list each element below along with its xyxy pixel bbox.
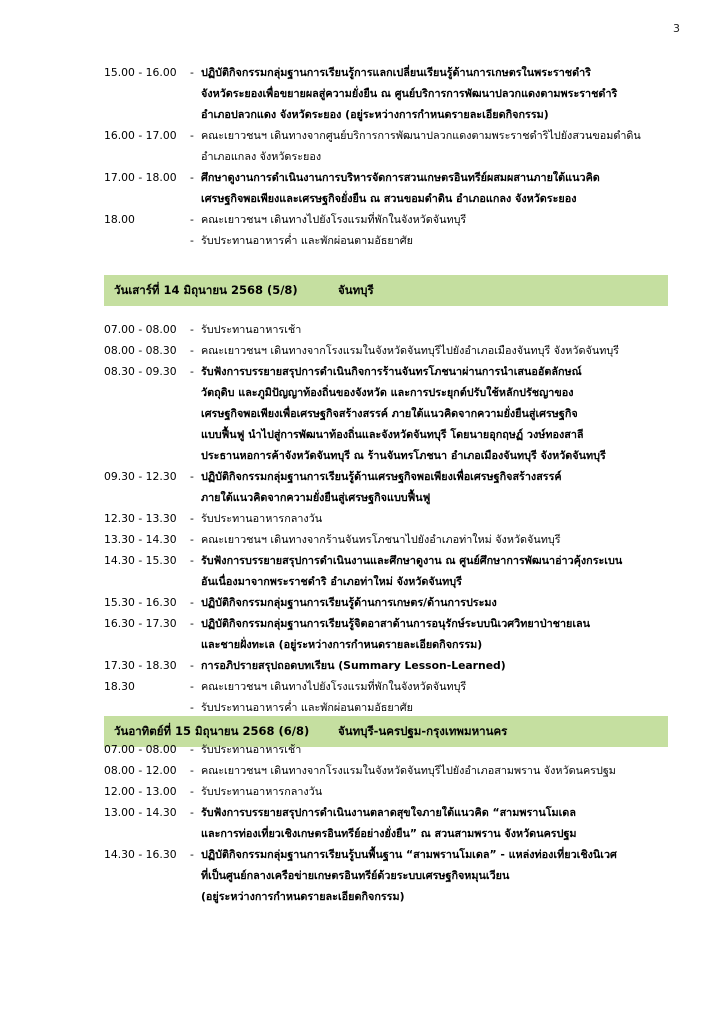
schedule-activity-line: รับฟังการบรรยายสรุปการดำเนินกิจการร้านจันทรโภชนาผ่านการนำเสนออัตลักษณ์ (201, 365, 582, 378)
schedule-activity (201, 760, 676, 781)
schedule-time: 16.00 - 17.00 (104, 129, 177, 142)
schedule-dash: - (190, 470, 194, 483)
schedule-activity (201, 802, 676, 844)
schedule-activity-line: ปฏิบัติกิจกรรมกลุ่มฐานการเรียนรู้บนพื้นฐาน “สามพรานโมเดล” - แหล่งท่องเที่ยวเชิงนิเวศ (201, 848, 617, 861)
schedule-dash: - (190, 743, 194, 756)
schedule-time: 15.30 - 16.30 (104, 596, 177, 609)
schedule-row (104, 319, 676, 340)
schedule-time: 15.00 - 16.00 (104, 66, 177, 79)
schedule-activity-line: รับประทานอาหารกลางวัน (201, 785, 323, 798)
schedule-activity (201, 125, 676, 167)
schedule-activity-line: ปฏิบัติกิจกรรมกลุ่มฐานการเรียนรู้จิตอาสาด้านการอนุรักษ์ระบบนิเวศวิทยาป่าชายเลน (201, 617, 591, 630)
schedule-section (104, 62, 676, 251)
day-header-place: จันทบุรี-นครปฐม-กรุงเทพมหานคร (338, 723, 508, 738)
schedule-activity (201, 655, 676, 676)
schedule-dash: - (190, 213, 194, 226)
schedule-activity-line: ปฏิบัติกิจกรรมกลุ่มฐานการเรียนรู้ด้านการเกษตร/ด้านการประมง (201, 596, 497, 609)
schedule-dash: - (190, 533, 194, 546)
schedule-time: 08.00 - 08.30 (104, 344, 177, 357)
schedule-activity (201, 697, 676, 718)
page-number: 3 (673, 22, 680, 35)
schedule-time: 12.30 - 13.30 (104, 512, 177, 525)
schedule-time: 14.30 - 16.30 (104, 848, 177, 861)
schedule-activity-line: รับประทานอาหารเช้า (201, 743, 302, 756)
schedule-activity-line: และชายฝั่งทะเล (อยู่ระหว่างการกำหนดรายละเอียดกิจกรรม) (201, 638, 483, 651)
schedule-activity-line: (อยู่ระหว่างการกำหนดรายละเอียดกิจกรรม) (201, 890, 405, 903)
schedule-activity-line: การอภิปรายสรุปถอดบทเรียน (Summary Lesson-Learned) (201, 659, 506, 672)
schedule-row (104, 361, 676, 466)
schedule-row (104, 760, 676, 781)
schedule-activity-line: ปฏิบัติกิจกรรมกลุ่มฐานการเรียนรู้ด้านเศรษฐกิจพอเพียงเพื่อเศรษฐกิจสร้างสรรค์ (201, 470, 562, 483)
schedule-time: 18.00 (104, 213, 135, 226)
schedule-activity-line: เศรษฐกิจพอเพียงและเศรษฐกิจยั่งยืน ณ สวนขอมดำดิน อำเภอแกลง จังหวัดระยอง (201, 192, 577, 205)
schedule-activity (201, 676, 676, 697)
schedule-row (104, 655, 676, 676)
schedule-activity (201, 844, 676, 907)
schedule-row (104, 697, 676, 718)
schedule-activity-line: อำเภอปลวกแดง จังหวัดระยอง (อยู่ระหว่างการกำหนดรายละเอียดกิจกรรม) (201, 108, 549, 121)
schedule-activity (201, 613, 676, 655)
schedule-dash: - (190, 66, 194, 79)
schedule-time: 14.30 - 15.30 (104, 554, 177, 567)
schedule-time: 13.00 - 14.30 (104, 806, 177, 819)
schedule-activity-line: อันเนื่องมาจากพระราชดำริ อำเภอท่าใหม่ จังหวัดจันทบุรี (201, 575, 462, 588)
schedule-time: 08.00 - 12.00 (104, 764, 177, 777)
schedule-dash: - (190, 659, 194, 672)
schedule-dash: - (190, 680, 194, 693)
schedule-time: 07.00 - 08.00 (104, 743, 177, 756)
schedule-time: 13.30 - 14.30 (104, 533, 177, 546)
schedule-activity-line: รับฟังการบรรยายสรุปการดำเนินงานและศึกษาดูงาน ณ ศูนย์ศึกษาการพัฒนาอ่าวคุ้งกระเบน (201, 554, 623, 567)
day-header-date: วันอาทิตย์ที่ 15 มิถุนายน 2568 (6/8) (114, 723, 310, 738)
schedule-dash: - (190, 323, 194, 336)
schedule-activity (201, 508, 676, 529)
schedule-activity-line: ที่เป็นศูนย์กลางเครือข่ายเกษตรอินทรีย์ด้วยระบบเศรษฐกิจหมุนเวียน (201, 869, 510, 882)
schedule-activity (201, 209, 676, 230)
schedule-activity-line: คณะเยาวชนฯ เดินทางจากร้านจันทรโภชนาไปยังอำเภอท่าใหม่ จังหวัดจันทบุรี (201, 533, 561, 546)
schedule-dash: - (190, 344, 194, 357)
schedule-dash: - (190, 171, 194, 184)
schedule-activity-line: คณะเยาวชนฯ เดินทางไปยังโรงแรมที่พักในจังหวัดจันทบุรี (201, 680, 467, 693)
schedule-dash: - (190, 554, 194, 567)
schedule-activity-line: รับประทานอาหารกลางวัน (201, 512, 323, 525)
schedule-dash: - (190, 806, 194, 819)
schedule-row (104, 466, 676, 508)
schedule-activity-line: คณะเยาวชนฯ เดินทางไปยังโรงแรมที่พักในจังหวัดจันทบุรี (201, 213, 467, 226)
schedule-activity-line: จังหวัดระยองเพื่อขยายผลสู่ความยั่งยืน ณ ศูนย์บริการการพัฒนาปลวกแดงตามพระราชดำริ (201, 87, 618, 100)
schedule-section (104, 739, 676, 907)
schedule-activity-line: วัตถุดิบ และภูมิปัญญาท้องถิ่นของจังหวัด และการประยุกต์ปรับใช้หลักปรัชญาของ (201, 386, 574, 399)
schedule-time: 12.00 - 13.00 (104, 785, 177, 798)
schedule-row (104, 508, 676, 529)
schedule-activity (201, 319, 676, 340)
schedule-row (104, 844, 676, 907)
schedule-section (104, 319, 676, 718)
schedule-activity (201, 62, 676, 125)
schedule-row (104, 550, 676, 592)
schedule-activity-line: และการท่องเที่ยวเชิงเกษตรอินทรีย์อย่างยั่งยืน” ณ สวนสามพราน จังหวัดนครปฐม (201, 827, 577, 840)
schedule-time: 17.30 - 18.30 (104, 659, 177, 672)
schedule-activity-line: แบบฟื้นฟู นำไปสู่การพัฒนาท้องถิ่นและจังหวัดจันทบุรี โดยนายอุกฤษฏ์ วงษ์ทองสาลี (201, 428, 584, 441)
schedule-activity (201, 167, 676, 209)
schedule-activity (201, 550, 676, 592)
schedule-row (104, 125, 676, 167)
schedule-time: 09.30 - 12.30 (104, 470, 177, 483)
day-header (104, 275, 668, 306)
schedule-activity-line: รับประทานอาหารค่ำ และพักผ่อนตามอัธยาศัย (201, 234, 413, 247)
schedule-activity (201, 361, 676, 466)
schedule-activity-line: คณะเยาวชนฯ เดินทางจากโรงแรมในจังหวัดจันทบุรีไปยังอำเภอสามพราน จังหวัดนครปฐม (201, 764, 616, 777)
schedule-activity-line: ประธานหอการค้าจังหวัดจันทบุรี ณ ร้านจันทรโภชนา อำเภอเมืองจันทบุรี จังหวัดจันทบุรี (201, 449, 606, 462)
schedule-row (104, 62, 676, 125)
schedule-dash: - (190, 512, 194, 525)
schedule-time: 17.00 - 18.00 (104, 171, 177, 184)
schedule-dash: - (190, 365, 194, 378)
day-header-date: วันเสาร์ที่ 14 มิถุนายน 2568 (5/8) (114, 282, 298, 297)
schedule-activity-line: รับประทานอาหารค่ำ และพักผ่อนตามอัธยาศัย (201, 701, 413, 714)
schedule-activity-line: อำเภอแกลง จังหวัดระยอง (201, 150, 322, 163)
schedule-activity (201, 230, 676, 251)
schedule-row (104, 802, 676, 844)
schedule-row (104, 209, 676, 230)
schedule-dash: - (190, 701, 194, 714)
schedule-dash: - (190, 848, 194, 861)
schedule-activity-line: ศึกษาดูงานการดำเนินงานการบริหารจัดการสวนเกษตรอินทรีย์ผสมผสานภายใต้แนวคิด (201, 171, 600, 184)
schedule-row (104, 340, 676, 361)
schedule-time: 16.30 - 17.30 (104, 617, 177, 630)
schedule-activity-line: รับประทานอาหารเช้า (201, 323, 302, 336)
schedule-activity (201, 340, 676, 361)
schedule-row (104, 167, 676, 209)
schedule-dash: - (190, 234, 194, 247)
schedule-row (104, 781, 676, 802)
schedule-time: 08.30 - 09.30 (104, 365, 177, 378)
schedule-activity (201, 781, 676, 802)
schedule-row (104, 739, 676, 760)
schedule-activity-line: ภายใต้แนวคิดจากความยั่งยืนสู่เศรษฐกิจแบบฟื้นฟู (201, 491, 431, 504)
schedule-activity-line: ปฏิบัติกิจกรรมกลุ่มฐานการเรียนรู้การแลกเปลี่ยนเรียนรู้ด้านการเกษตรในพระราชดำริ (201, 66, 591, 79)
schedule-activity-line: คณะเยาวชนฯ เดินทางจากศูนย์บริการการพัฒนาปลวกแดงตามพระราชดำริไปยังสวนขอมดำดิน (201, 129, 641, 142)
schedule-dash: - (190, 785, 194, 798)
schedule-row (104, 613, 676, 655)
schedule-activity-line: รับฟังการบรรยายสรุปการดำเนินงานตลาดสุขใจภายใต้แนวคิด “สามพรานโมเดล (201, 806, 576, 819)
schedule-time: 18.30 (104, 680, 135, 693)
schedule-activity-line: คณะเยาวชนฯ เดินทางจากโรงแรมในจังหวัดจันทบุรีไปยังอำเภอเมืองจันทบุรี จังหวัดจันทบุรี (201, 344, 619, 357)
schedule-row (104, 529, 676, 550)
schedule-dash: - (190, 617, 194, 630)
schedule-row (104, 592, 676, 613)
day-header-place: จันทบุรี (338, 282, 374, 297)
schedule-activity-line: เศรษฐกิจพอเพียงเพื่อเศรษฐกิจสร้างสรรค์ ภายใต้แนวคิดจากความยั่งยืนสู่เศรษฐกิจ (201, 407, 578, 420)
schedule-activity (201, 739, 676, 760)
schedule-dash: - (190, 764, 194, 777)
schedule-row (104, 230, 676, 251)
schedule-activity (201, 529, 676, 550)
schedule-dash: - (190, 596, 194, 609)
schedule-row (104, 676, 676, 697)
schedule-activity (201, 466, 676, 508)
schedule-activity (201, 592, 676, 613)
schedule-dash: - (190, 129, 194, 142)
schedule-time: 07.00 - 08.00 (104, 323, 177, 336)
